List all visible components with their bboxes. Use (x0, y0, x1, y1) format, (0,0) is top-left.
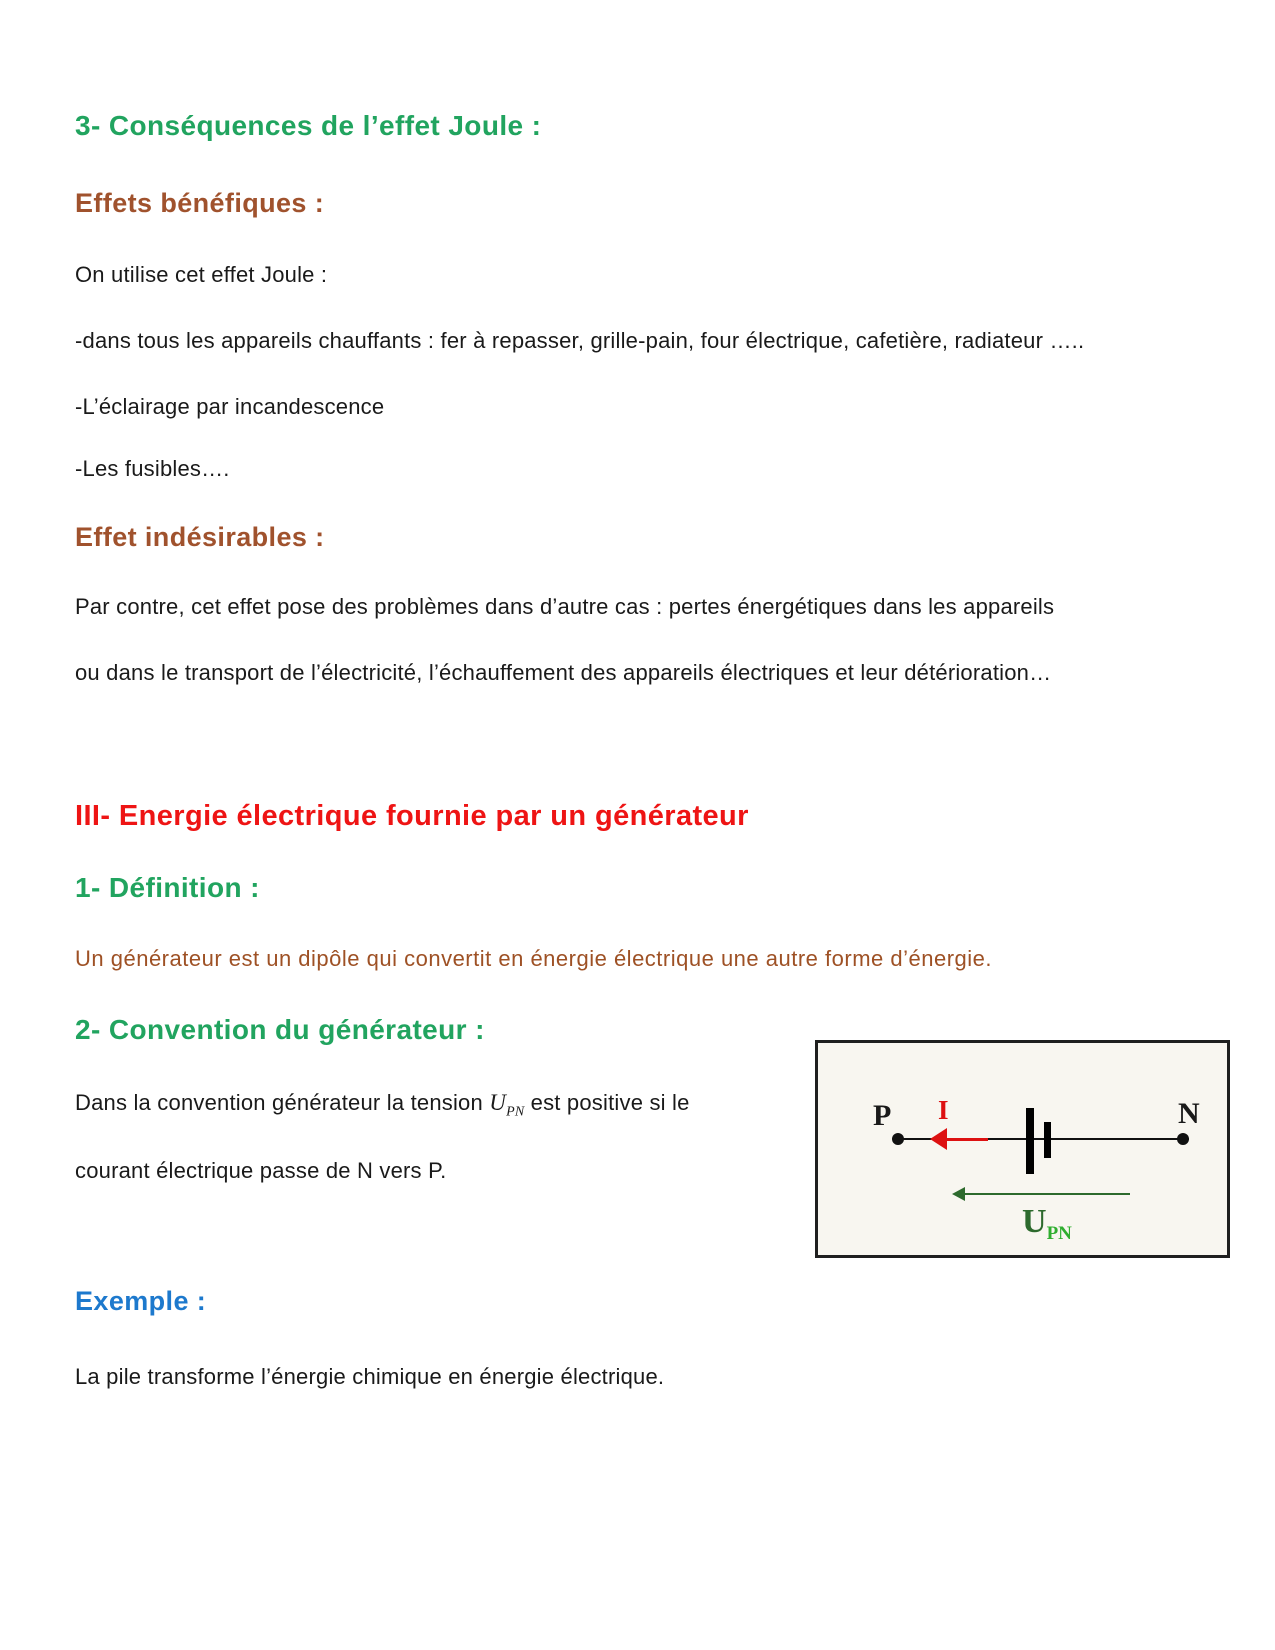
paragraph-definition-generateur: Un générateur est un dipôle qui convertit en énergie électrique une autre forme d’énergie. (75, 946, 992, 971)
voltage-label-u: U (1022, 1203, 1047, 1240)
paragraph-on-utilise: On utilise cet effet Joule : (75, 262, 328, 287)
convention-text-after-math: est positive si le (524, 1090, 690, 1115)
generator-convention-figure (815, 1040, 1230, 1258)
math-u-symbol: U (489, 1090, 507, 1115)
heading-convention-generateur: 2- Convention du générateur : (75, 1014, 485, 1045)
current-arrow-shaft (946, 1138, 988, 1141)
terminal-label-n: N (1178, 1097, 1200, 1130)
heading-effets-benefiques: Effets bénéfiques : (75, 188, 325, 218)
heading-exemple: Exemple : (75, 1286, 207, 1316)
battery-long-plate (1026, 1108, 1034, 1174)
voltage-label-pn-subscript: PN (1046, 1223, 1072, 1244)
battery-short-plate (1044, 1122, 1051, 1158)
heading-effet-indesirables: Effet indésirables : (75, 522, 325, 552)
voltage-label-upn (1022, 1205, 1072, 1243)
heading-consequences-effet-joule: 3- Conséquences de l’effet Joule : (75, 110, 542, 141)
terminal-dot-n (1177, 1133, 1189, 1145)
paragraph-convention-line1 (75, 1090, 690, 1120)
convention-text-before-math: Dans la convention générateur la tension (75, 1090, 490, 1115)
math-upn (489, 1090, 525, 1120)
voltage-arrow-head-icon (952, 1187, 965, 1201)
terminal-dot-p (892, 1133, 904, 1145)
paragraph-par-contre-line1: Par contre, cet effet pose des problèmes dans d’autre cas : pertes énergétiques dans les appareils (75, 594, 1055, 619)
current-label-i: I (938, 1095, 949, 1125)
list-item-eclairage: -L’éclairage par incandescence (75, 394, 385, 419)
paragraph-par-contre-line2: ou dans le transport de l’électricité, l’échauffement des appareils électriques et leur détérioration… (75, 660, 1052, 685)
paragraph-convention-line2: courant électrique passe de N vers P. (75, 1158, 447, 1183)
heading-energie-electrique-generateur: III- Energie électrique fournie par un générateur (75, 800, 749, 832)
list-item-fusibles: -Les fusibles…. (75, 456, 230, 481)
terminal-label-p: P (873, 1099, 892, 1132)
voltage-arrow-shaft (962, 1193, 1130, 1195)
list-item-appareils-chauffants: -dans tous les appareils chauffants : fer à repasser, grille-pain, four électrique, cafetière, radiateur ….. (75, 328, 1085, 353)
paragraph-exemple-pile: La pile transforme l’énergie chimique en énergie électrique. (75, 1364, 665, 1389)
heading-definition: 1- Définition : (75, 872, 260, 903)
math-pn-subscript: PN (506, 1104, 525, 1120)
current-arrow-head-icon (930, 1128, 947, 1150)
